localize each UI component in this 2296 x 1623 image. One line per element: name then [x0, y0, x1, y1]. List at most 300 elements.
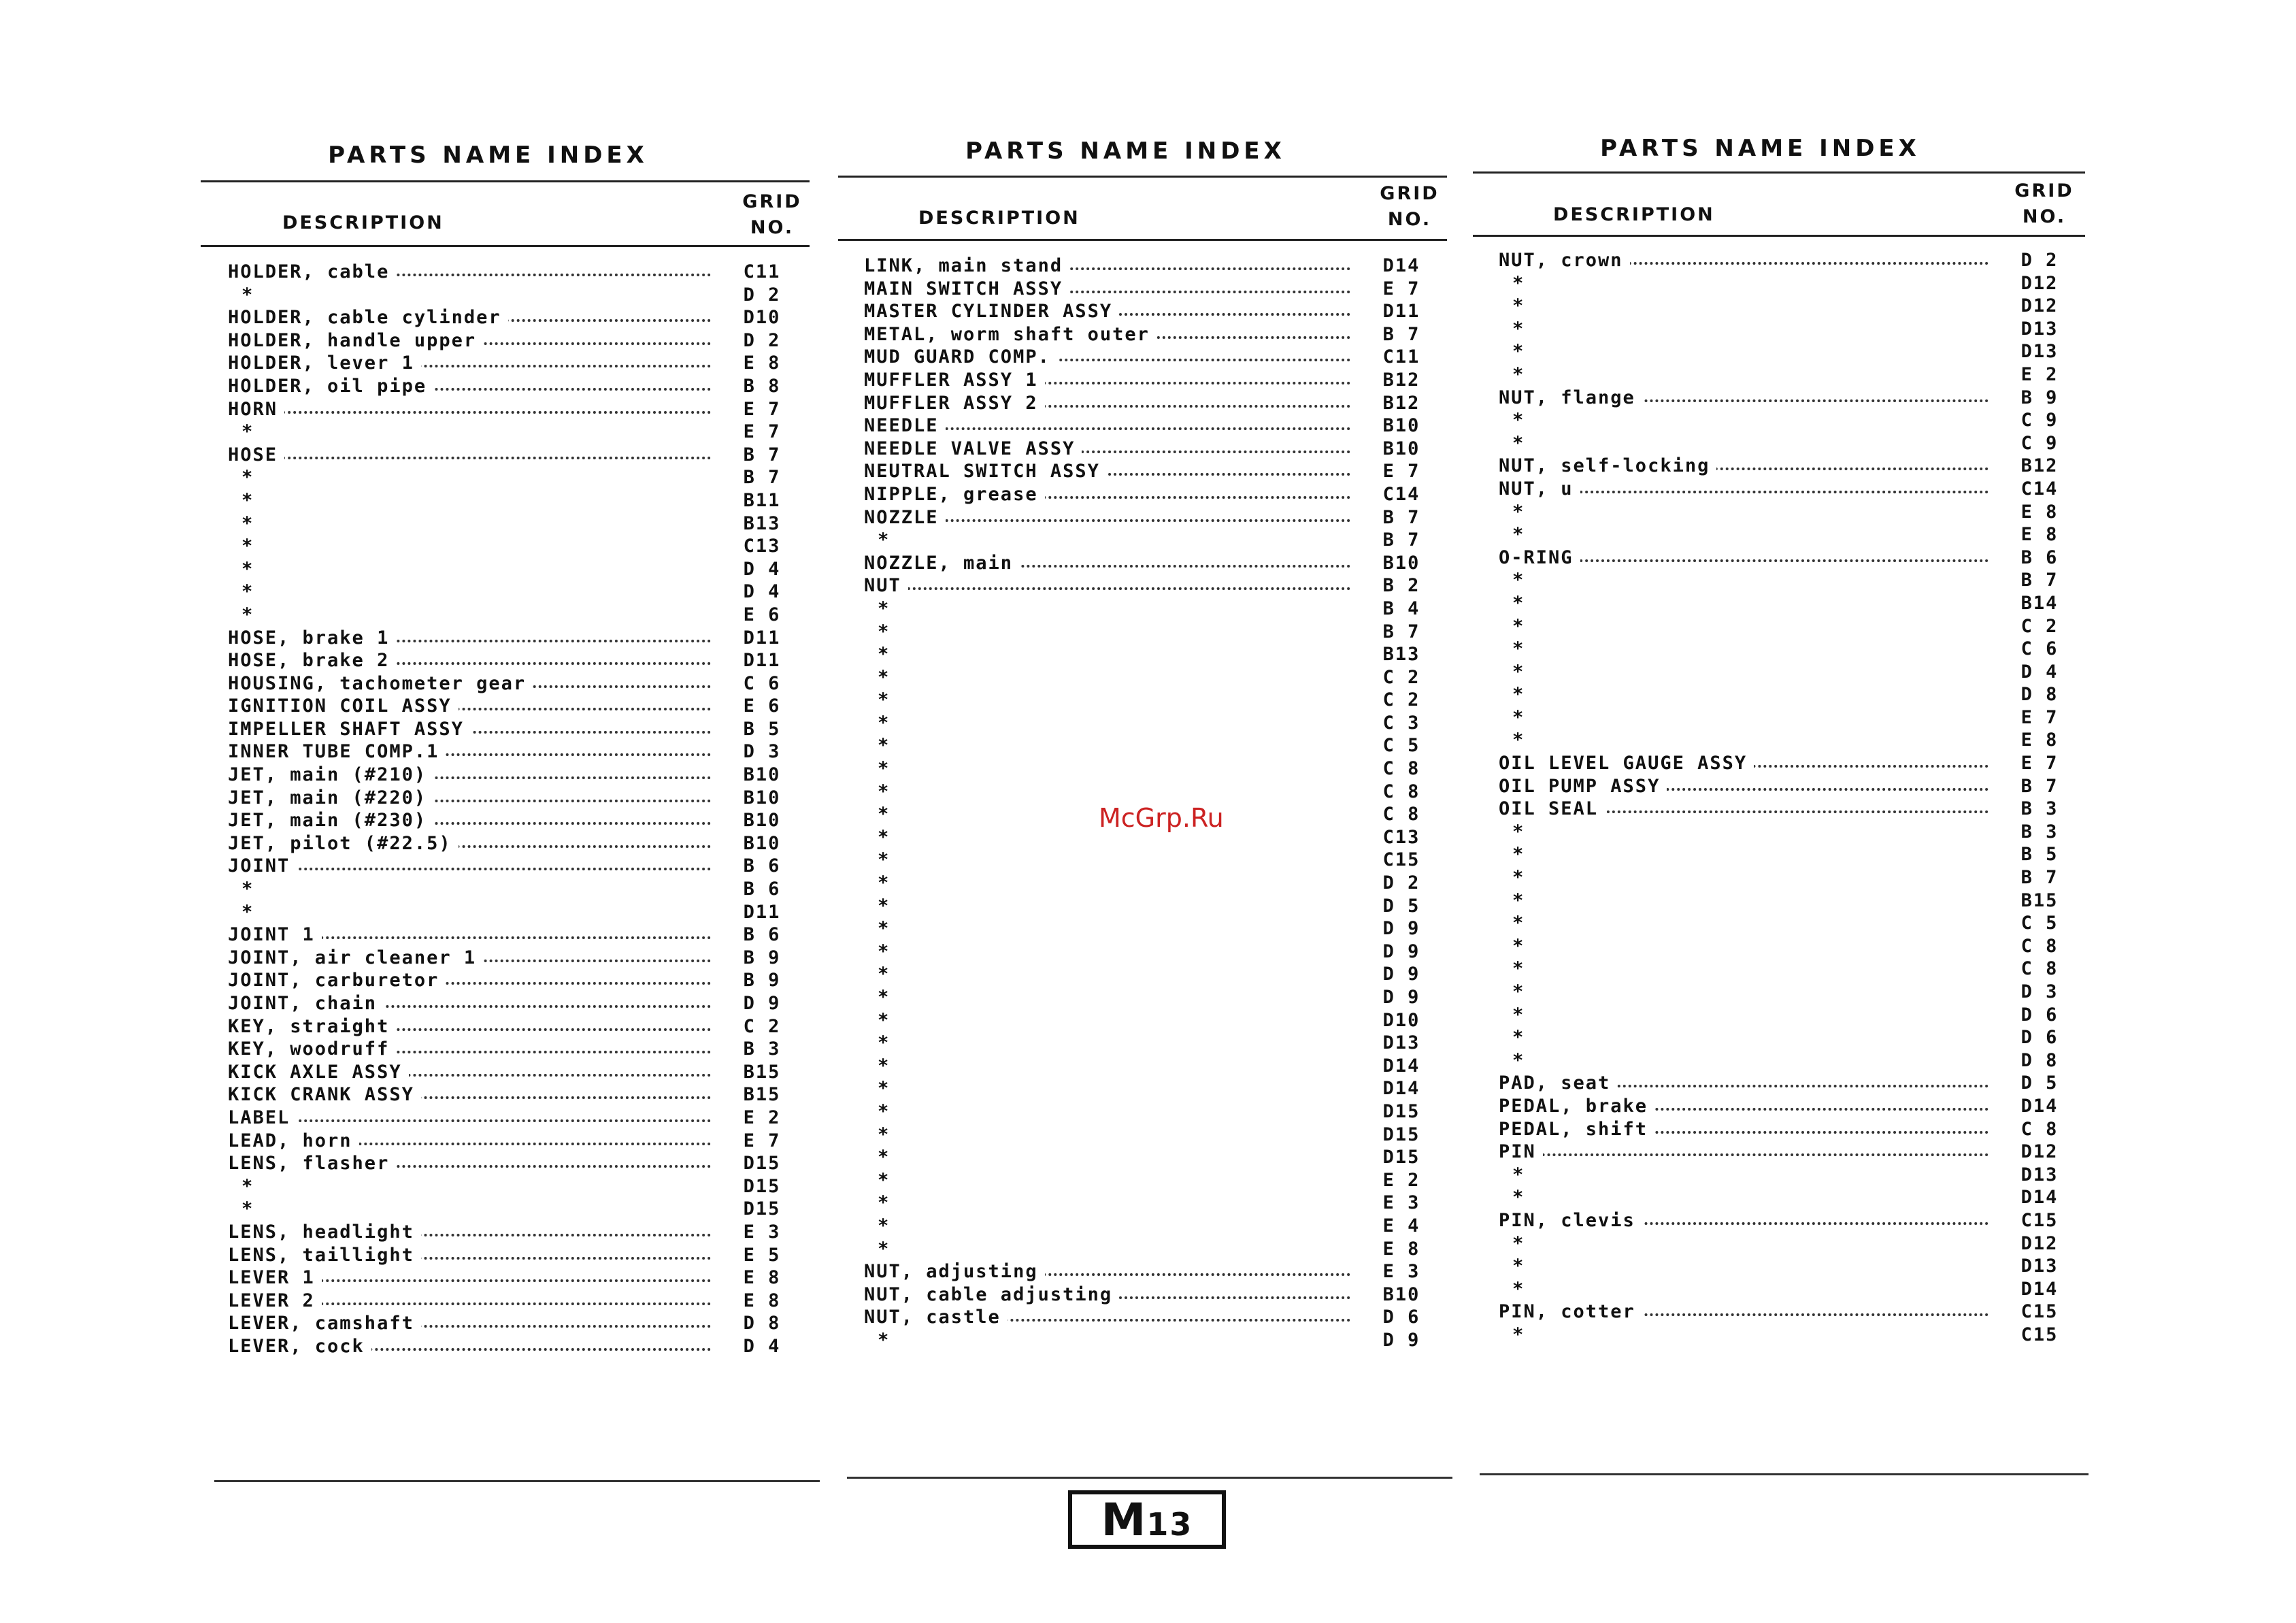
part-description: *: [878, 1100, 897, 1124]
grid-number: D11: [743, 650, 781, 672]
index-row: [1499, 1278, 2077, 1301]
grid-number: D11: [743, 627, 781, 649]
grid-number: B10: [1382, 1283, 1420, 1305]
grid-number: B 9: [743, 947, 781, 968]
index-row: [864, 1192, 1439, 1215]
index-row: [1499, 501, 2077, 524]
part-description: *: [878, 872, 897, 895]
part-description: *: [1512, 683, 1531, 706]
index-row: [864, 917, 1439, 940]
grid-number: B 3: [743, 1038, 781, 1060]
index-row: [228, 672, 799, 695]
part-description: *: [242, 284, 261, 307]
part-description: *: [1512, 318, 1531, 341]
index-row: [864, 529, 1439, 552]
grid-number: D12: [2020, 272, 2059, 294]
index-row: [1499, 935, 2077, 958]
footer-rule-center: [847, 1477, 1452, 1479]
index-row: [228, 1335, 799, 1358]
part-description: LENS, taillight: [228, 1244, 421, 1267]
index-row: [228, 444, 799, 467]
index-row: [1499, 866, 2077, 889]
part-description: *: [1512, 912, 1531, 935]
grid-number: D 9: [1382, 987, 1420, 1008]
part-description: JET, main (#220): [228, 787, 433, 810]
index-row: [1499, 638, 2077, 661]
index-row: [864, 689, 1439, 712]
index-row: [1499, 729, 2077, 752]
index-row: [1499, 1164, 2077, 1187]
part-description: LEVER, camshaft: [228, 1312, 421, 1335]
part-description: MUFFLER ASSY 2: [864, 392, 1045, 415]
header-rule: [838, 239, 1447, 241]
grid-number: E 6: [743, 695, 781, 717]
index-row: [228, 375, 799, 398]
grid-number: B11: [743, 489, 781, 511]
index-row: [864, 300, 1439, 323]
grid-number: B15: [2020, 889, 2059, 911]
index-row: [1499, 387, 2077, 410]
grid-number: C 9: [2020, 410, 2059, 431]
part-description: *: [1512, 957, 1531, 981]
part-description: *: [242, 1198, 261, 1221]
part-description: PAD, seat: [1499, 1072, 1617, 1095]
part-description: *: [878, 757, 897, 781]
part-description: *: [1512, 409, 1531, 432]
part-description: *: [878, 1055, 897, 1078]
title-rule: [838, 176, 1447, 178]
index-row: [864, 506, 1439, 529]
part-description: *: [878, 1192, 897, 1215]
part-description: HOLDER, lever 1: [228, 352, 421, 375]
index-row: [864, 1306, 1439, 1329]
grid-number: D14: [1382, 1055, 1420, 1077]
part-description: NUT, crown: [1499, 249, 1630, 272]
grid-number: B 7: [1382, 506, 1420, 528]
part-description: *: [1512, 866, 1531, 889]
part-description: *: [878, 986, 897, 1009]
part-description: *: [1512, 272, 1531, 295]
part-description: LEAD, horn: [228, 1130, 359, 1153]
index-row: [1499, 615, 2077, 638]
grid-number: D 4: [2020, 661, 2059, 683]
grid-number: E 3: [1382, 1192, 1420, 1214]
index-row: [228, 1061, 799, 1084]
index-row: [864, 895, 1439, 918]
grid-number: D15: [743, 1198, 781, 1220]
index-row: [864, 1283, 1439, 1307]
index-row: [1499, 1324, 2077, 1347]
part-description: *: [1512, 729, 1531, 752]
dot-leader: [228, 855, 711, 878]
part-description: NOZZLE, main: [864, 552, 1020, 575]
index-row: [864, 278, 1439, 301]
grid-number: E 8: [743, 353, 781, 374]
part-description: NUT: [864, 574, 908, 597]
part-description: NUT, self-locking: [1499, 455, 1716, 478]
index-row: [228, 1175, 799, 1198]
part-description: NEEDLE: [864, 414, 946, 438]
part-description: JET, main (#210): [228, 764, 433, 787]
grid-number: D12: [2020, 295, 2059, 317]
grid-number: E 2: [1382, 1169, 1420, 1191]
index-row: [864, 1124, 1439, 1147]
grid-number: B10: [1382, 438, 1420, 459]
grid-number: B 5: [2020, 844, 2059, 866]
part-description: PEDAL, brake: [1499, 1095, 1654, 1118]
index-row: [1499, 1118, 2077, 1141]
index-row: [228, 740, 799, 764]
index-row: [864, 323, 1439, 346]
grid-number: B10: [743, 787, 781, 808]
index-row: [228, 261, 799, 284]
part-description: *: [878, 1146, 897, 1169]
grid-number: D11: [743, 901, 781, 923]
part-description: *: [878, 1124, 897, 1147]
index-row: [864, 1100, 1439, 1124]
part-description: *: [1512, 523, 1531, 546]
title-rule: [1473, 171, 2085, 174]
grid-number: E 7: [2020, 706, 2059, 728]
grid-number: B10: [743, 832, 781, 854]
grid-number: C 8: [2020, 958, 2059, 980]
grid-number: B14: [2020, 592, 2059, 614]
part-description: HOSE, brake 1: [228, 627, 396, 650]
index-row: [228, 878, 799, 901]
grid-number: C 8: [1382, 804, 1420, 825]
grid-number: E 2: [743, 1106, 781, 1128]
index-row: [228, 466, 799, 489]
grid-number: B 8: [743, 375, 781, 397]
part-description: *: [242, 421, 261, 444]
grid-number: D15: [1382, 1124, 1420, 1145]
part-description: *: [1512, 432, 1531, 455]
dot-leader: [228, 398, 711, 421]
grid-number: D 8: [2020, 684, 2059, 706]
grid-number: D 2: [743, 284, 781, 306]
index-row: [864, 255, 1439, 278]
part-description: JOINT, chain: [228, 992, 384, 1015]
index-row: [1499, 340, 2077, 363]
grid-number: E 3: [743, 1221, 781, 1243]
grid-number: B10: [743, 810, 781, 832]
part-description: *: [878, 826, 897, 849]
grid-number: B 7: [2020, 570, 2059, 591]
part-description: *: [1512, 340, 1531, 363]
grid-number: B 6: [743, 879, 781, 900]
grid-header: GRID NO.: [1380, 183, 1440, 230]
header-rule: [201, 245, 810, 247]
grid-number: D 8: [743, 1313, 781, 1334]
part-description: NIPPLE, grease: [864, 483, 1045, 506]
index-row: [1499, 661, 2077, 684]
index-row: [228, 1130, 799, 1153]
index-row: [228, 1266, 799, 1290]
part-description: *: [878, 1077, 897, 1100]
index-row: [864, 1215, 1439, 1238]
part-description: MAIN SWITCH ASSY: [864, 278, 1069, 301]
grid-number: E 6: [743, 604, 781, 625]
part-description: MASTER CYLINDER ASSY: [864, 300, 1119, 323]
index-row: [228, 1290, 799, 1313]
part-description: HOLDER, oil pipe: [228, 375, 433, 398]
grid-number: C 6: [743, 672, 781, 694]
index-row: [228, 969, 799, 992]
part-description: *: [242, 466, 261, 489]
index-row: [228, 992, 799, 1015]
grid-number: B 7: [2020, 867, 2059, 889]
index-row: [864, 757, 1439, 781]
index-row: [1499, 775, 2077, 798]
part-description: HOSE: [228, 444, 284, 467]
part-description: LENS, flasher: [228, 1152, 396, 1175]
index-row: [228, 421, 799, 444]
footer-rule-left: [214, 1480, 820, 1482]
description-header: DESCRIPTION: [282, 212, 444, 233]
grid-number: C15: [2020, 1301, 2059, 1323]
index-row: [228, 284, 799, 307]
index-row: [864, 483, 1439, 506]
grid-number: D 2: [1382, 872, 1420, 894]
dot-leader: [864, 574, 1350, 597]
index-row: [228, 1244, 799, 1267]
part-description: NUT, u: [1499, 478, 1580, 501]
part-description: PIN: [1499, 1141, 1543, 1164]
part-description: *: [1512, 1186, 1531, 1209]
grid-number: D15: [743, 1175, 781, 1197]
index-row: [864, 1077, 1439, 1100]
part-description: *: [1512, 1232, 1531, 1256]
index-row: [228, 1198, 799, 1221]
part-description: NOZZLE: [864, 506, 946, 529]
part-description: *: [1512, 501, 1531, 524]
index-column-2: [838, 132, 1450, 1357]
grid-number: D10: [1382, 1009, 1420, 1031]
index-row: [228, 901, 799, 924]
dot-leader: [228, 444, 711, 467]
part-description: *: [1512, 706, 1531, 729]
part-description: *: [242, 489, 261, 512]
grid-number: D11: [1382, 301, 1420, 323]
part-description: *: [1512, 363, 1531, 387]
part-description: *: [878, 734, 897, 757]
grid-number: B 5: [743, 718, 781, 740]
index-row: [228, 604, 799, 627]
grid-number: B 6: [2020, 546, 2059, 568]
part-description: *: [878, 643, 897, 666]
index-row: [228, 352, 799, 375]
grid-number: D 5: [1382, 895, 1420, 917]
index-row: [864, 460, 1439, 483]
grid-number: D15: [743, 1153, 781, 1175]
grid-number: D 2: [2020, 250, 2059, 271]
part-description: KEY, straight: [228, 1015, 396, 1038]
part-description: *: [878, 940, 897, 964]
grid-number: B 9: [2020, 387, 2059, 408]
grid-number: E 3: [1382, 1261, 1420, 1283]
part-description: *: [242, 580, 261, 604]
grid-number: E 7: [743, 1130, 781, 1151]
part-description: NEUTRAL SWITCH ASSY: [864, 460, 1107, 483]
index-row: [864, 1055, 1439, 1078]
grid-number: C 5: [1382, 735, 1420, 757]
index-row: [1499, 1300, 2077, 1324]
grid-number: C 5: [2020, 913, 2059, 934]
grid-number: C 2: [2020, 615, 2059, 637]
grid-number: B 7: [743, 467, 781, 489]
grid-number: C15: [2020, 1324, 2059, 1345]
index-row: [864, 1238, 1439, 1261]
part-description: *: [1512, 295, 1531, 318]
part-description: *: [1512, 1324, 1531, 1347]
grid-number: C15: [2020, 1209, 2059, 1231]
part-description: *: [242, 558, 261, 581]
index-row: [1499, 912, 2077, 935]
part-description: LEVER 2: [228, 1290, 322, 1313]
grid-number: B15: [743, 1061, 781, 1083]
part-description: PIN, clevis: [1499, 1209, 1642, 1232]
grid-number: D 9: [1382, 918, 1420, 940]
grid-number: C11: [1382, 346, 1420, 368]
grid-number: D13: [2020, 318, 2059, 340]
grid-number: C13: [1382, 826, 1420, 848]
grid-number: C 9: [2020, 432, 2059, 454]
index-row: [1499, 409, 2077, 432]
grid-number: E 8: [743, 1267, 781, 1289]
part-description: JET, main (#230): [228, 809, 433, 832]
part-description: *: [878, 895, 897, 918]
part-description: *: [242, 512, 261, 536]
column-title: PARTS NAME INDEX: [1600, 135, 1920, 162]
grid-number: B 3: [2020, 798, 2059, 820]
grid-number: D 2: [743, 329, 781, 351]
description-header: DESCRIPTION: [1553, 204, 1715, 225]
part-description: *: [242, 901, 261, 924]
index-row: [864, 1169, 1439, 1192]
grid-number: D14: [1382, 255, 1420, 276]
index-row: [864, 643, 1439, 666]
index-row: [228, 695, 799, 718]
index-row: [228, 809, 799, 832]
header-rule: [1473, 235, 2085, 237]
index-row: [1499, 249, 2077, 272]
part-description: PEDAL, shift: [1499, 1118, 1654, 1141]
grid-number: C14: [2020, 478, 2059, 499]
part-description: NUT, adjusting: [864, 1260, 1045, 1283]
index-rows: [228, 261, 799, 1358]
footer-rule-right: [1480, 1473, 2089, 1475]
index-row: [864, 369, 1439, 392]
index-row: [1499, 1255, 2077, 1278]
index-column-3: [1473, 129, 2085, 1354]
part-description: *: [878, 803, 897, 826]
part-description: HOLDER, cable: [228, 261, 396, 284]
grid-number: C 6: [2020, 638, 2059, 660]
page-badge-number: 13: [1146, 1506, 1193, 1543]
index-row: [1499, 318, 2077, 341]
grid-number: B 6: [743, 924, 781, 946]
index-row: [1499, 1095, 2077, 1118]
index-row: [228, 764, 799, 787]
grid-number: E 8: [743, 1290, 781, 1311]
column-title: PARTS NAME INDEX: [328, 142, 648, 169]
part-description: HOLDER, cable cylinder: [228, 306, 508, 329]
grid-number: B 2: [1382, 575, 1420, 597]
part-description: NEEDLE VALVE ASSY: [864, 438, 1082, 461]
part-description: JOINT, carburetor: [228, 969, 446, 992]
index-row: [1499, 295, 2077, 318]
grid-number: B12: [1382, 392, 1420, 414]
grid-number: D12: [2020, 1232, 2059, 1254]
part-description: *: [878, 849, 897, 872]
part-description: JET, pilot (#22.5): [228, 832, 459, 855]
part-description: LINK, main stand: [864, 255, 1069, 278]
dot-leader: [228, 1106, 711, 1130]
index-row: [228, 855, 799, 878]
index-row: [228, 1312, 799, 1335]
grid-number: D15: [1382, 1100, 1420, 1122]
grid-number: D15: [1382, 1147, 1420, 1168]
part-description: *: [878, 712, 897, 735]
part-description: *: [1512, 1278, 1531, 1301]
grid-number: D14: [2020, 1187, 2059, 1209]
grid-number: D 4: [743, 581, 781, 603]
part-description: *: [878, 1215, 897, 1238]
part-description: MUFFLER ASSY 1: [864, 369, 1045, 392]
grid-number: C14: [1382, 483, 1420, 505]
index-row: [1499, 843, 2077, 866]
grid-number: D 4: [743, 558, 781, 580]
grid-number: C15: [1382, 849, 1420, 871]
index-row: [1499, 455, 2077, 478]
part-description: *: [878, 1009, 897, 1032]
part-description: *: [878, 1238, 897, 1261]
index-row: [864, 574, 1439, 597]
part-description: *: [878, 666, 897, 689]
grid-number: D 3: [743, 741, 781, 763]
grid-number: D 8: [2020, 1049, 2059, 1071]
part-description: *: [878, 529, 897, 552]
grid-number: B12: [2020, 455, 2059, 477]
index-row: [228, 1015, 799, 1038]
index-row: [1499, 1004, 2077, 1027]
index-row: [864, 1032, 1439, 1055]
grid-number: B 7: [1382, 323, 1420, 345]
grid-number: E 5: [743, 1244, 781, 1266]
grid-header: GRID NO.: [742, 191, 802, 238]
part-description: LABEL: [228, 1106, 297, 1130]
part-description: *: [1512, 592, 1531, 615]
grid-number: D13: [2020, 341, 2059, 363]
grid-number: C 8: [2020, 935, 2059, 957]
index-row: [228, 627, 799, 650]
index-row: [864, 1260, 1439, 1283]
part-description: HOSE, brake 2: [228, 649, 396, 672]
part-description: HORN: [228, 398, 284, 421]
watermark: McGrp.Ru: [1099, 803, 1224, 833]
index-row: [864, 712, 1439, 735]
index-row: [228, 1083, 799, 1106]
grid-number: B 7: [1382, 621, 1420, 642]
part-description: *: [878, 621, 897, 644]
grid-number: C 8: [2020, 1118, 2059, 1140]
index-row: [228, 923, 799, 947]
grid-number: B12: [1382, 369, 1420, 391]
index-row: [1499, 1141, 2077, 1164]
index-row: [864, 414, 1439, 438]
grid-number: C 3: [1382, 712, 1420, 734]
index-row: [1499, 889, 2077, 913]
